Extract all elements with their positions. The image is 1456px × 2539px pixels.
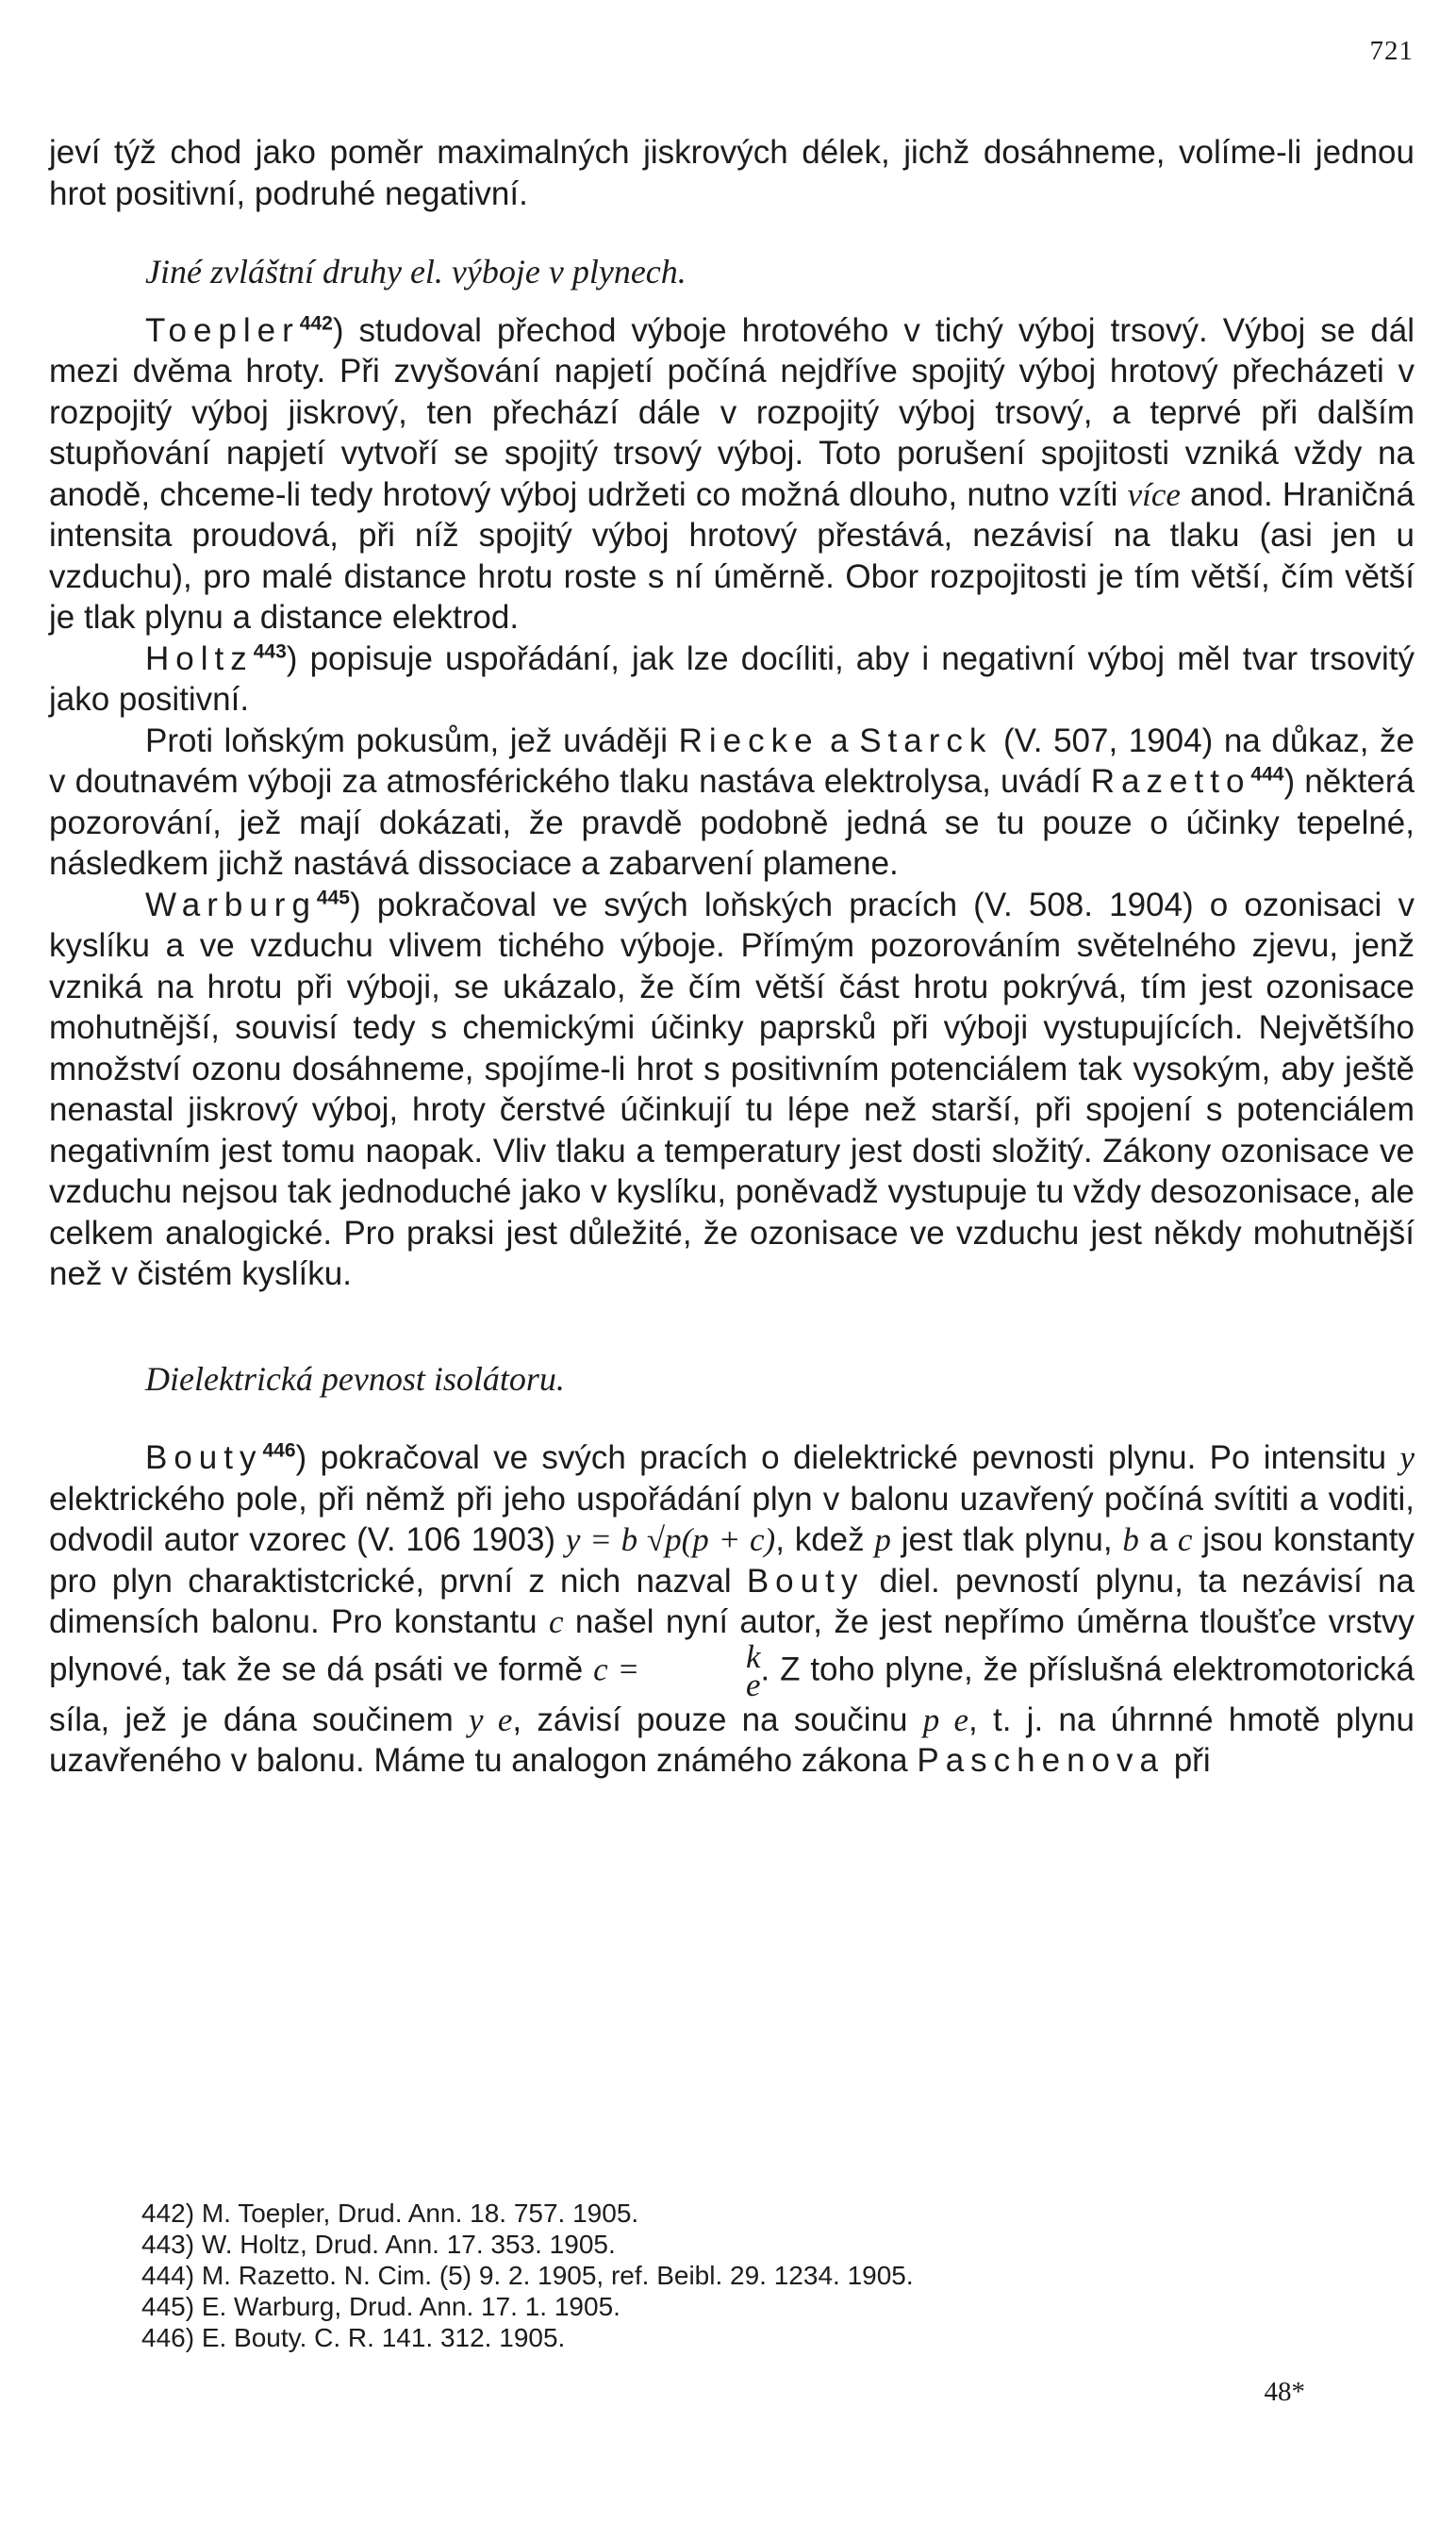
author-name: Holtz: [145, 639, 254, 677]
footnote-ref[interactable]: 446: [262, 1439, 296, 1462]
footnote-ref[interactable]: 443: [253, 639, 287, 662]
author-name: Riecke: [678, 722, 819, 759]
footnote-ref[interactable]: 442: [299, 311, 333, 334]
paragraph-text: , kdež: [775, 1521, 875, 1558]
paragraph-bouty: [49, 1437, 1415, 1782]
footnote: 445) E. Warburg, Drud. Ann. 17. 1. 1905.: [141, 2292, 620, 2321]
section-heading-other-discharges: Jiné zvláštní druhy el. výboje v plynech.: [145, 253, 687, 290]
math-expr: y e: [469, 1701, 513, 1738]
paragraph-warburg: [49, 885, 1415, 1295]
paragraph-text: ) pokračoval ve svých pracích o dielektrické pevnosti plynu. Po intensitu: [295, 1439, 1400, 1476]
math-lhs: c =: [593, 1650, 640, 1687]
author-name: Warburg: [145, 886, 317, 923]
paragraph-continued: jeví týž chod jako poměr maximalných jiskrových délek, jichž dosáhneme, volíme-li jednou hrot positivní, podruhé negativní.: [49, 134, 1415, 212]
author-name: Paschenova: [917, 1742, 1165, 1779]
signature-mark: 48*: [1264, 2377, 1305, 2407]
emphasis: více: [1127, 475, 1181, 513]
paragraph-text: jest tlak plynu,: [890, 1521, 1123, 1558]
math-expr: p e: [922, 1701, 969, 1738]
paragraph-text: při: [1164, 1742, 1211, 1779]
paragraph-text: diel. pevností plynu, ta nezávisí na dimensích balonu. Pro konstantu: [49, 1562, 1415, 1640]
math-var: c: [549, 1603, 564, 1640]
paragraph-text: ) popisuje uspořádání, jak lze docíliti, aby i negativní výboj měl tvar trsovitý jako positivní.: [49, 639, 1415, 718]
paragraph-text: elektrického pole, při němž při jeho uspořádání plyn v balonu uzavřený počíná svítiti a voditi, odvodil autor vzorec (V. 106 1903): [49, 1480, 1415, 1558]
paragraph-text: Proti loňským pokusům, jež uváději: [145, 722, 679, 759]
paragraph-text: ) pokračoval ve svých loňských pracích (V. 508. 1904) o ozonisaci v kyslíku a ve vzduchu vlivem tichého výboje. Přímým pozorováním světelného zjevu, jenž vzniká na hrotu při výboji, se ukázalo, že čím větší část hrotu pokrývá, tím jest ozonisace mohutnější, souvisí tedy s chemickými účinky paprsků při výboji vystupujících. Největšího množství ozonu dosáhneme, spojíme-li hrot s positivním potenciálem tak vysokým, aby ještě nenastal jiskrový výboj, hroty čerstvé účinkují tu lépe než starší, při spojení s potenciálem negativním jest tomu naopak. Vliv tlaku a temperatury jest dosti složitý. Zákony ozonisace ve vzduchu nejsou tak jednoduché jako v kyslíku, poněvadž vystupuje tu vždy desozonisace, ale celkem analogické. Pro praksi jest důležité, že ozonisace ve vzduchu jest někdy mohutnější než v čistém kyslíku.: [49, 886, 1415, 1292]
author-name: Bouty: [145, 1439, 263, 1476]
footnotes: [141, 2198, 914, 2353]
footnote-ref[interactable]: 445: [316, 886, 350, 908]
paragraph-text: anod. Hraničná intensita proudová, při níž spojitý výboj hrotový přestává, nezávisí na tlaku (asi jen u vzduchu), pro malé distance hrotu roste s ní úměrně. Obor rozpojitosti je tím větší, čím větší je tlak plynu a distance elektrod.: [49, 475, 1415, 636]
paragraph-razetto: [49, 721, 1415, 885]
footnote: 442) M. Toepler, Drud. Ann. 18. 757. 1905.: [141, 2199, 639, 2228]
math-var: y: [1399, 1439, 1415, 1476]
author-name: Bouty: [746, 1562, 865, 1600]
section-heading-dielectric-strength: Dielektrická pevnost isolátoru.: [145, 1359, 565, 1398]
fraction: [650, 1637, 761, 1703]
math-var: b: [1122, 1521, 1139, 1558]
body-text: [49, 132, 1415, 1782]
fraction-denominator: e: [745, 1666, 761, 1703]
author-name: Toepler: [145, 311, 300, 349]
footnote: 444) M. Razetto. N. Cim. (5) 9. 2. 1905, ref. Beibl. 29. 1234. 1905.: [141, 2261, 914, 2290]
paragraph-text: našel nyní autor, že jest nepřímo úměrna tloušťce vrstvy plynové, tak že se dá psáti ve formě: [49, 1603, 1415, 1687]
author-name: Starck: [859, 722, 993, 759]
footnote: 446) E. Bouty. C. R. 141. 312. 1905.: [141, 2323, 566, 2352]
footnote-ref[interactable]: 444: [1250, 763, 1284, 786]
paragraph-holtz: [49, 639, 1415, 721]
paragraph-text: . Z toho plyne, že příslušná elektromotorická síla, jež je dána součinem: [49, 1650, 1415, 1738]
footnote: 443) W. Holtz, Drud. Ann. 17. 353. 1905.: [141, 2230, 616, 2259]
fraction-numerator: k: [745, 1637, 761, 1675]
formula: y = b √p(p + c): [565, 1521, 776, 1558]
page-number: 721: [1369, 36, 1414, 66]
paragraph-toepler: [49, 310, 1415, 639]
paragraph-text: a: [819, 722, 860, 759]
paragraph-text: , t. j. na úhrnné hmotě plynu uzavřeného v balonu. Máme tu analogon známého zákona: [49, 1701, 1415, 1779]
author-name: Razetto: [1090, 763, 1251, 800]
paragraph-text: jsou konstanty pro plyn charaktistcrické, první z nich nazval: [49, 1521, 1415, 1600]
paragraph-text: a: [1138, 1521, 1178, 1558]
math-var: p: [874, 1521, 891, 1558]
paragraph-text: ) studoval přechod výboje hrotového v tichý výboj trsový. Výboj se dál mezi dvěma hroty. Při zvyšování napjetí počíná nejdříve spojitý výboj hrotový přecházeti v rozpojitý výboj jiskrový, ten přechází dále v rozpojitý výboj trsový, a teprvé při dalším stupňování napjetí vytvoří se spojitý trsový výboj. Toto porušení spojitosti vzniká vždy na anodě, chceme-li tedy hrotový výboj udržeti co možná dlouho, nutno vzíti: [49, 311, 1415, 513]
paragraph-text: , závisí pouze na součinu: [512, 1701, 923, 1738]
paragraph-text: (V. 507, 1904) na důkaz, že v doutnavém výboji za atmosférického tlaku nastáva elektrolysa, uvádí: [49, 722, 1415, 800]
math-var: c: [1177, 1521, 1193, 1558]
paragraph-text: ) některá pozorování, jež mají dokázati, že pravdě podobně jedná se tu pouze o účinky tepelné, následkem jichž nastává dissociace a zabarvení plamene.: [49, 763, 1415, 882]
